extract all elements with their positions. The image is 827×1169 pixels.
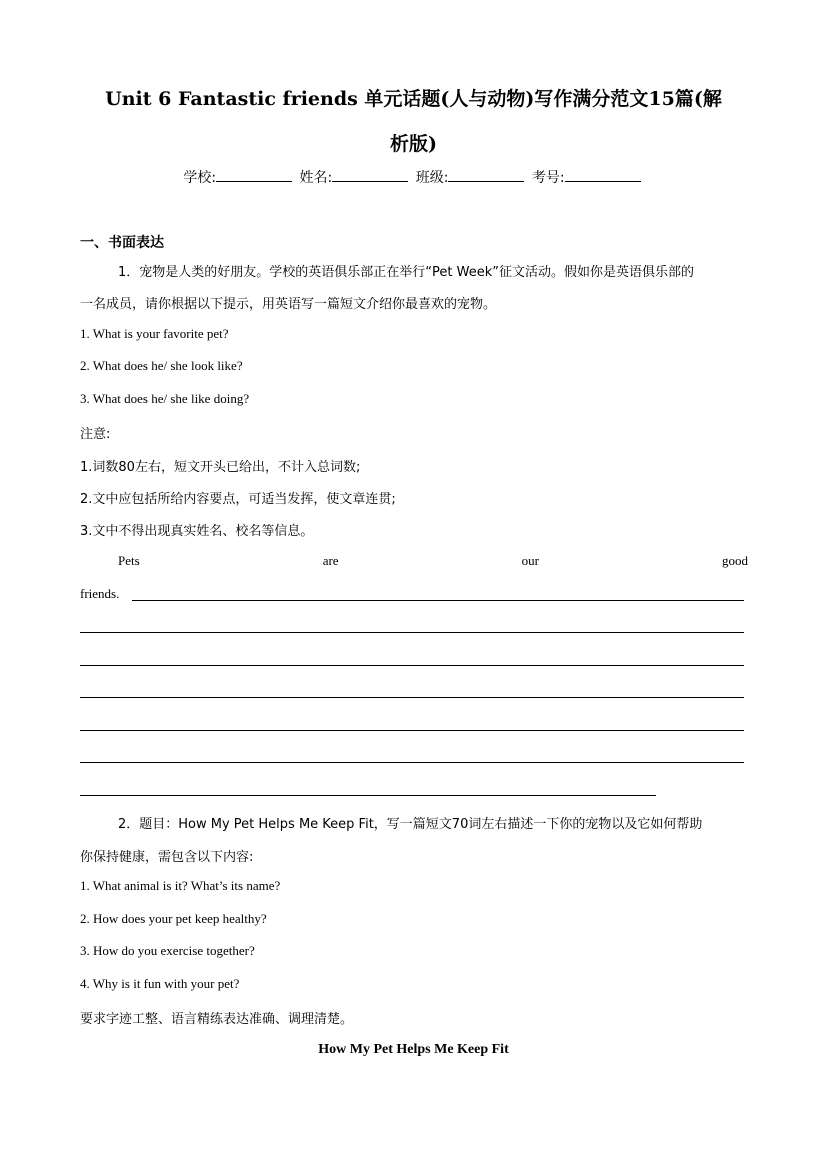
answer-line[interactable] <box>132 600 744 601</box>
number-label: 考号: <box>531 170 565 186</box>
q1-note-2: 2.文中应包括所给内容要点，可适当发挥，使文章连贯; <box>80 492 396 507</box>
answer-line[interactable] <box>80 795 656 796</box>
q2-point-2: 2. How does your pet keep healthy? <box>80 911 267 926</box>
q1-note-label: 注意: <box>80 427 111 442</box>
section-heading: 一、书面表达 <box>80 235 164 251</box>
q1-prompt-line-1: 1．宠物是人类的好朋友。学校的英语俱乐部正在举行“Pet Week”征文活动。假如你是英语俱乐部的 <box>118 265 694 280</box>
q1-note-1: 1.词数80左右，短文开头已给出，不计入总词数; <box>80 460 361 475</box>
q1-opening-continuation: friends. <box>80 586 120 601</box>
student-info-row <box>0 167 827 187</box>
q2-point-4: 4. Why is it fun with your pet? <box>80 976 240 991</box>
name-blank[interactable] <box>332 167 408 182</box>
number-blank[interactable] <box>565 167 641 182</box>
school-blank[interactable] <box>216 167 292 182</box>
opening-word: are <box>322 553 339 568</box>
q2-requirement: 要求字迹工整、语言精练表达准确、调理清楚。 <box>80 1012 354 1027</box>
opening-word: our <box>521 553 539 568</box>
q2-point-3: 3. How do you exercise together? <box>80 943 255 958</box>
q1-prompt-line-2: 一名成员，请你根据以下提示，用英语写一篇短文介绍你最喜欢的宠物。 <box>80 297 497 312</box>
class-label: 班级: <box>415 170 449 186</box>
q1-point-3: 3. What does he/ she like doing? <box>80 391 250 406</box>
school-label: 学校: <box>183 170 217 186</box>
q1-opening-sentence <box>80 553 748 569</box>
answer-line[interactable] <box>80 632 744 633</box>
answer-line[interactable] <box>80 665 744 666</box>
opening-word: Pets <box>118 553 140 568</box>
answer-line[interactable] <box>80 730 744 731</box>
name-label: 姓名: <box>299 170 333 186</box>
q1-note-3: 3.文中不得出现真实姓名、校名等信息。 <box>80 524 314 539</box>
document-title-line-1: Unit 6 Fantastic friends 单元话题(人与动物)写作满分范文15篇(解 <box>105 88 722 110</box>
q2-prompt-line-2: 你保持健康，需包含以下内容: <box>80 850 254 865</box>
opening-word: good <box>721 553 748 568</box>
q2-prompt-line-1: 2．题目：How My Pet Helps Me Keep Fit，写一篇短文70词左右描述一下你的宠物以及它如何帮助 <box>118 817 703 832</box>
class-blank[interactable] <box>448 167 524 182</box>
document-title-line-2: 析版) <box>390 133 437 155</box>
q1-point-1: 1. What is your favorite pet? <box>80 326 229 341</box>
q1-point-2: 2. What does he/ she look like? <box>80 358 243 373</box>
answer-line[interactable] <box>80 697 744 698</box>
q2-point-1: 1. What animal is it? What’s its name? <box>80 878 281 893</box>
q2-essay-heading: How My Pet Helps Me Keep Fit <box>318 1042 509 1057</box>
answer-line[interactable] <box>80 762 744 763</box>
